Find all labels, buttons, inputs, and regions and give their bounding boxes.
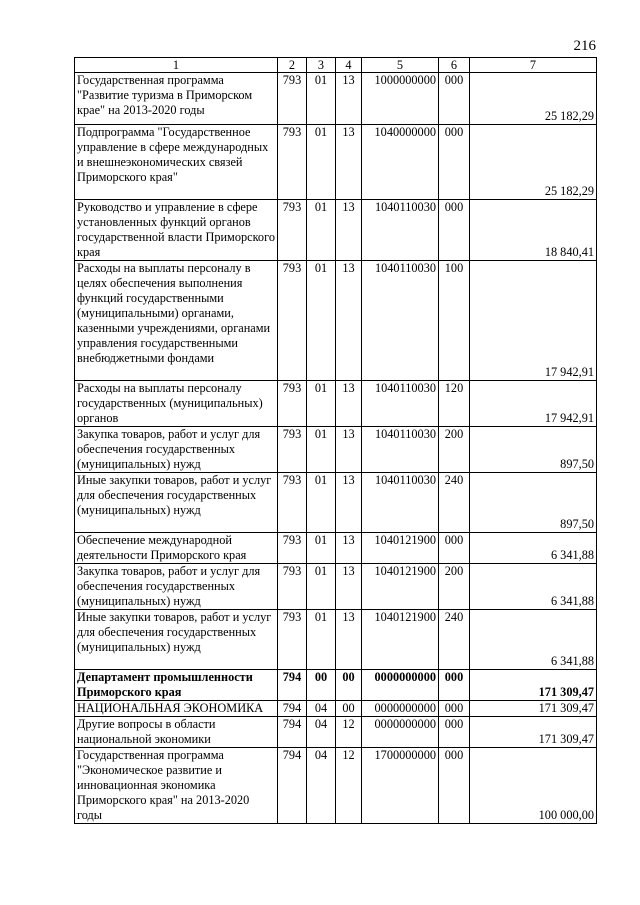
- header-cell: 3: [307, 58, 336, 73]
- table-row: [75, 125, 597, 200]
- row-gr-cell: 794: [278, 701, 307, 717]
- row-gr-cell: 793: [278, 473, 307, 533]
- table-row: [75, 381, 597, 427]
- row-sum-cell: 17 942,91: [470, 261, 597, 381]
- row-name-cell: Государственная программа "Экономическое развитие и инновационная экономика Приморского края" на 2013-2020 годы: [75, 748, 278, 824]
- table-header-row: [75, 58, 597, 73]
- row-vr-cell: 000: [439, 200, 470, 261]
- row-sum-cell: 25 182,29: [470, 125, 597, 200]
- header-cell: 2: [278, 58, 307, 73]
- row-sum-cell: 100 000,00: [470, 748, 597, 824]
- row-cs-cell: 0000000000: [362, 670, 439, 701]
- row-pr-cell: 13: [336, 200, 362, 261]
- row-name-cell: Руководство и управление в сфере установленных функций органов государственной власти Приморского края: [75, 200, 278, 261]
- row-cs-cell: 1040121900: [362, 533, 439, 564]
- row-cs-cell: 0000000000: [362, 717, 439, 748]
- budget-table: [74, 57, 597, 824]
- table-row: [75, 670, 597, 701]
- header-cell: 4: [336, 58, 362, 73]
- row-cs-cell: 1040110030: [362, 200, 439, 261]
- row-cs-cell: 0000000000: [362, 701, 439, 717]
- row-name-cell: Расходы на выплаты персоналу в целях обеспечения выполнения функций государственными (муниципальными) органами, казенными учреждениями, органами управления государственными внебюджетными фондами: [75, 261, 278, 381]
- row-pr-cell: 13: [336, 427, 362, 473]
- row-name-cell: Государственная программа "Развитие туризма в Приморском крае" на 2013-2020 годы: [75, 73, 278, 125]
- row-rz-cell: 01: [307, 125, 336, 200]
- row-sum-cell: 171 309,47: [470, 670, 597, 701]
- row-sum-cell: 6 341,88: [470, 610, 597, 670]
- row-gr-cell: 793: [278, 564, 307, 610]
- row-gr-cell: 793: [278, 610, 307, 670]
- table-row: [75, 610, 597, 670]
- row-gr-cell: 794: [278, 670, 307, 701]
- row-rz-cell: 01: [307, 610, 336, 670]
- row-pr-cell: 13: [336, 381, 362, 427]
- row-vr-cell: 120: [439, 381, 470, 427]
- row-pr-cell: 13: [336, 610, 362, 670]
- row-cs-cell: 1000000000: [362, 73, 439, 125]
- row-rz-cell: 04: [307, 717, 336, 748]
- row-sum-cell: 897,50: [470, 473, 597, 533]
- row-rz-cell: 01: [307, 381, 336, 427]
- row-pr-cell: 12: [336, 748, 362, 824]
- row-rz-cell: 01: [307, 261, 336, 381]
- row-gr-cell: 793: [278, 427, 307, 473]
- row-name-cell: Расходы на выплаты персоналу государственных (муниципальных) органов: [75, 381, 278, 427]
- row-name-cell: Иные закупки товаров, работ и услуг для обеспечения государственных (муниципальных) нужд: [75, 610, 278, 670]
- row-sum-cell: 17 942,91: [470, 381, 597, 427]
- row-vr-cell: 000: [439, 670, 470, 701]
- row-pr-cell: 13: [336, 533, 362, 564]
- row-rz-cell: 04: [307, 748, 336, 824]
- row-vr-cell: 240: [439, 610, 470, 670]
- row-gr-cell: 793: [278, 125, 307, 200]
- row-name-cell: Другие вопросы в области национальной экономики: [75, 717, 278, 748]
- row-cs-cell: 1040110030: [362, 381, 439, 427]
- row-cs-cell: 1700000000: [362, 748, 439, 824]
- row-vr-cell: 000: [439, 717, 470, 748]
- row-vr-cell: 000: [439, 701, 470, 717]
- row-pr-cell: 00: [336, 670, 362, 701]
- row-name-cell: Обеспечение международной деятельности Приморского края: [75, 533, 278, 564]
- table-row: [75, 473, 597, 533]
- row-cs-cell: 1040110030: [362, 473, 439, 533]
- row-pr-cell: 13: [336, 125, 362, 200]
- row-pr-cell: 13: [336, 73, 362, 125]
- row-name-cell: Закупка товаров, работ и услуг для обеспечения государственных (муниципальных) нужд: [75, 564, 278, 610]
- row-sum-cell: 6 341,88: [470, 564, 597, 610]
- table-row: [75, 73, 597, 125]
- row-name-cell: НАЦИОНАЛЬНАЯ ЭКОНОМИКА: [75, 701, 278, 717]
- row-cs-cell: 1040110030: [362, 427, 439, 473]
- page-number: 216: [573, 38, 596, 54]
- row-gr-cell: 793: [278, 200, 307, 261]
- row-vr-cell: 000: [439, 748, 470, 824]
- row-pr-cell: 13: [336, 261, 362, 381]
- table-row: [75, 200, 597, 261]
- table-row: [75, 427, 597, 473]
- row-vr-cell: 000: [439, 533, 470, 564]
- header-cell: 7: [470, 58, 597, 73]
- row-gr-cell: 794: [278, 748, 307, 824]
- row-pr-cell: 13: [336, 473, 362, 533]
- row-vr-cell: 200: [439, 564, 470, 610]
- row-gr-cell: 794: [278, 717, 307, 748]
- row-pr-cell: 12: [336, 717, 362, 748]
- row-sum-cell: 897,50: [470, 427, 597, 473]
- row-gr-cell: 793: [278, 73, 307, 125]
- row-rz-cell: 01: [307, 533, 336, 564]
- row-name-cell: Закупка товаров, работ и услуг для обеспечения государственных (муниципальных) нужд: [75, 427, 278, 473]
- row-sum-cell: 18 840,41: [470, 200, 597, 261]
- table-row: [75, 261, 597, 381]
- row-rz-cell: 01: [307, 473, 336, 533]
- row-rz-cell: 01: [307, 427, 336, 473]
- row-vr-cell: 100: [439, 261, 470, 381]
- row-rz-cell: 01: [307, 73, 336, 125]
- row-cs-cell: 1040110030: [362, 261, 439, 381]
- row-name-cell: Подпрограмма "Государственное управление в сфере международных и внешнеэкономических связей Приморского края": [75, 125, 278, 200]
- row-cs-cell: 1040121900: [362, 564, 439, 610]
- row-pr-cell: 13: [336, 564, 362, 610]
- row-pr-cell: 00: [336, 701, 362, 717]
- row-vr-cell: 000: [439, 73, 470, 125]
- row-rz-cell: 01: [307, 564, 336, 610]
- row-vr-cell: 200: [439, 427, 470, 473]
- row-rz-cell: 00: [307, 670, 336, 701]
- row-vr-cell: 000: [439, 125, 470, 200]
- table-row: [75, 748, 597, 824]
- row-name-cell: Департамент промышленности Приморского края: [75, 670, 278, 701]
- row-rz-cell: 04: [307, 701, 336, 717]
- row-gr-cell: 793: [278, 533, 307, 564]
- row-name-cell: Иные закупки товаров, работ и услуг для обеспечения государственных (муниципальных) нужд: [75, 473, 278, 533]
- row-cs-cell: 1040121900: [362, 610, 439, 670]
- header-cell: 5: [362, 58, 439, 73]
- table-row: [75, 564, 597, 610]
- table-row: [75, 717, 597, 748]
- row-rz-cell: 01: [307, 200, 336, 261]
- table-row: [75, 533, 597, 564]
- row-sum-cell: 171 309,47: [470, 701, 597, 717]
- header-cell: 6: [439, 58, 470, 73]
- row-vr-cell: 240: [439, 473, 470, 533]
- header-cell: 1: [75, 58, 278, 73]
- table-row: [75, 701, 597, 717]
- row-gr-cell: 793: [278, 381, 307, 427]
- row-gr-cell: 793: [278, 261, 307, 381]
- row-cs-cell: 1040000000: [362, 125, 439, 200]
- row-sum-cell: 25 182,29: [470, 73, 597, 125]
- row-sum-cell: 6 341,88: [470, 533, 597, 564]
- row-sum-cell: 171 309,47: [470, 717, 597, 748]
